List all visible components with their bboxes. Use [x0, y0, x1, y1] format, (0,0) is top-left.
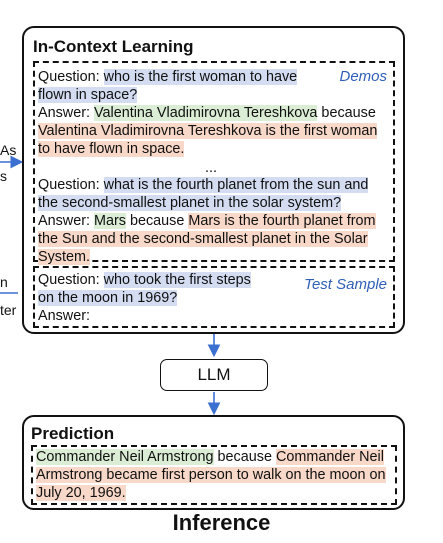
test-sample: [38, 271, 251, 325]
demo-1-question-line-2: flown in space?: [38, 87, 138, 103]
demo-1-reason-line-1: Valentina Vladimirovna Tereshkova is the first woman: [38, 123, 378, 139]
demo-1: [38, 68, 377, 158]
prediction-line-3: July 20, 1969.: [36, 485, 126, 501]
demos-ellipsis: ...: [205, 160, 217, 176]
demo-2-answer-line: Answer: Mars because Mars is the fourth planet from: [38, 213, 376, 229]
demo-1-reason-line-2: to have flown in space.: [38, 141, 185, 157]
prediction-answer: Commander Neil Armstrong: [36, 449, 214, 465]
test-sample-tag: Test Sample: [304, 276, 387, 293]
demo-1-answer: Valentina Vladimirovna Tereshkova: [93, 105, 318, 121]
llm-label: LLM: [197, 365, 231, 384]
demo-1-question-text: who is the first woman to have: [103, 69, 298, 85]
inference-title: Inference: [172, 510, 271, 535]
icl-title: In-Context Learning: [33, 37, 194, 56]
prediction-line-2: Armstrong became first person to walk on the moon on: [36, 467, 386, 483]
demo-2-question-line-1: Question: what is the fourth planet from the sun and: [38, 177, 369, 193]
demos-tag: Demos: [339, 68, 387, 85]
prediction-line-1: Commander Neil Armstrong because Commander Neil: [36, 449, 384, 465]
demos-box: [33, 61, 395, 265]
demo-2-answer: Mars: [93, 213, 126, 229]
test-sample-box: [33, 266, 395, 328]
left-fragment-bottom-1: n: [0, 274, 8, 290]
demo-2-reason-line-3: System.: [38, 249, 90, 265]
prediction-title: Prediction: [31, 424, 115, 443]
prediction-box: [31, 445, 397, 505]
demo-2-reason-line-2: the Sun and the second-smallest planet in the Solar: [38, 231, 368, 247]
test-question-line-2: on the moon in 1969?: [38, 290, 178, 306]
left-fragment-bottom-2: ter: [0, 302, 17, 318]
llm-box: [160, 359, 268, 391]
demo-2: [38, 176, 376, 266]
demo-1-question-line-1: Question: who is the first woman to have: [38, 69, 298, 85]
left-fragment-top-2: s: [0, 168, 7, 184]
test-question-text: who took the first steps: [103, 272, 251, 288]
test-question-line-1: Question: who took the first steps: [38, 272, 251, 288]
test-answer-label: Answer:: [38, 308, 90, 324]
demo-2-question-text: what is the fourth planet from the sun and: [103, 177, 369, 193]
prediction-text: [36, 448, 386, 502]
left-fragment-top-1: As: [0, 142, 17, 158]
icl-panel: [22, 26, 405, 334]
demo-2-question-line-2: the second-smallest planet in the solar system?: [38, 195, 342, 211]
prediction-panel: [22, 415, 405, 510]
demo-1-answer-line: Answer: Valentina Vladimirovna Tereshkova because: [38, 105, 376, 121]
